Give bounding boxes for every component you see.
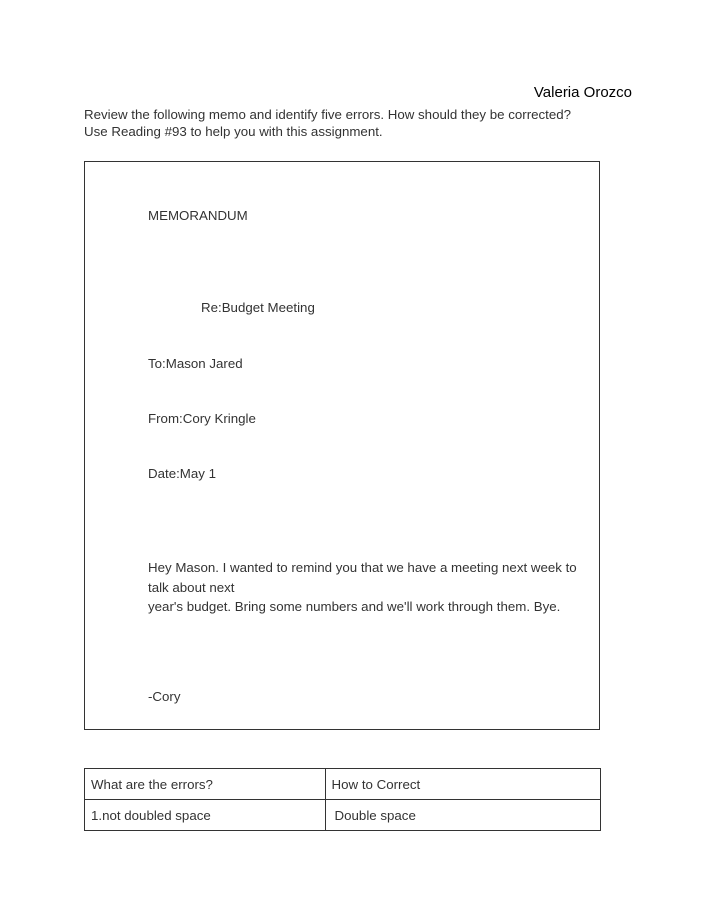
memo-subject: Re:Budget Meeting [201, 300, 315, 315]
instructions-line-2: Use Reading #93 to help you with this assignment. [84, 124, 383, 139]
table-header-errors: What are the errors? [85, 769, 326, 800]
memo-heading: MEMORANDUM [148, 208, 248, 223]
memo-body [148, 558, 588, 617]
memo-to: To:Mason Jared [148, 356, 243, 371]
table-row [85, 800, 601, 831]
errors-table [84, 768, 601, 831]
instructions-line-1: Review the following memo and identify five errors. How should they be corrected? [84, 107, 572, 122]
memo-date: Date:May 1 [148, 466, 216, 481]
memo-body-line-2: talk about next [148, 579, 235, 595]
memo-signature: -Cory [148, 689, 181, 704]
memo-box [84, 161, 600, 730]
memo-body-line-3: year's budget. Bring some numbers and we'll work through them. Bye. [148, 599, 561, 614]
table-cell-error: 1.not doubled space [85, 800, 326, 831]
memo-from: From:Cory Kringle [148, 411, 256, 426]
table-header-row [85, 769, 601, 800]
student-name: Valeria Orozco [533, 84, 632, 101]
table-header-correction: How to Correct [325, 769, 600, 800]
table-cell-correction: Double space [325, 800, 600, 831]
memo-body-line-1: Hey Mason. I wanted to remind you that we have a meeting next week to [148, 560, 577, 575]
instructions [84, 106, 644, 140]
